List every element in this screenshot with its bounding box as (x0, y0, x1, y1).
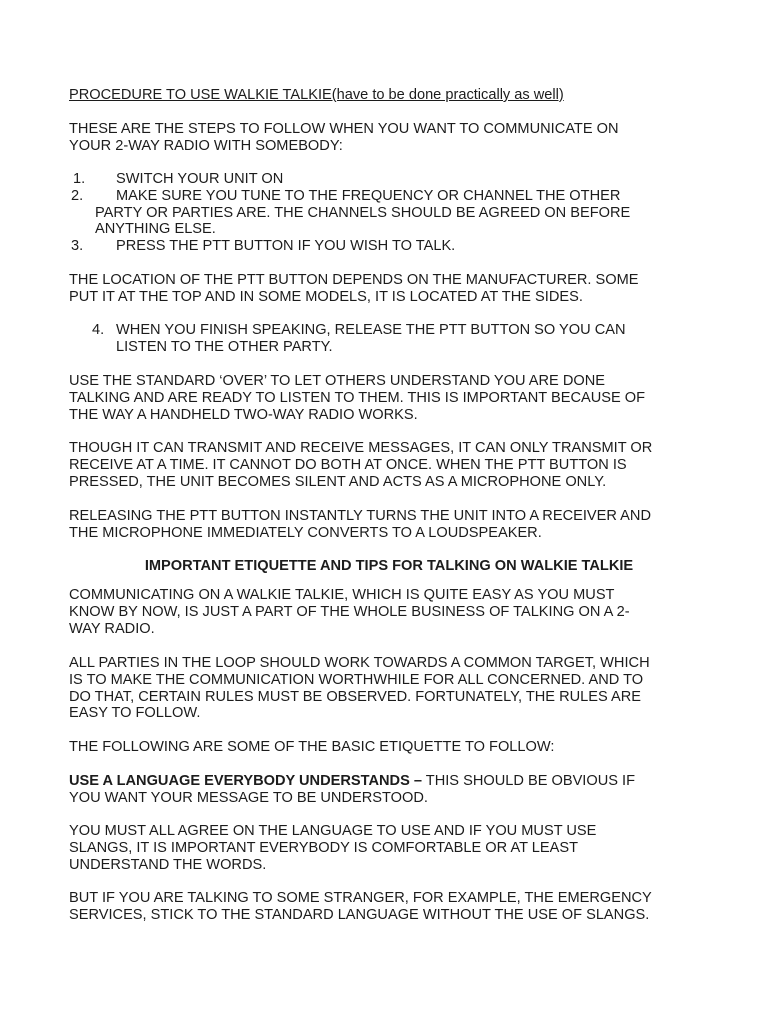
text-line (69, 773, 709, 790)
text-line: THESE ARE THE STEPS TO FOLLOW WHEN YOU WANT TO COMMUNICATE ON (69, 121, 619, 137)
list-item (69, 238, 709, 255)
text-line: MAKE SURE YOU TUNE TO THE FREQUENCY OR CHANNEL THE OTHER (116, 187, 621, 204)
text-line: ALL PARTIES IN THE LOOP SHOULD WORK TOWARDS A COMMON TARGET, WHICH (69, 655, 650, 671)
list-number: 4. (92, 322, 105, 338)
text-line: WHEN YOU FINISH SPEAKING, RELEASE THE PTT BUTTON SO YOU CAN (116, 322, 626, 338)
text-line: THE MICROPHONE IMMEDIATELY CONVERTS TO A LOUDSPEAKER. (69, 524, 542, 541)
document-title: PROCEDURE TO USE WALKIE TALKIE(have to be done practically as well) (69, 87, 564, 103)
text-line: EASY TO FOLLOW. (69, 705, 201, 722)
communicating-paragraph (69, 587, 709, 637)
step-list (69, 171, 709, 255)
text-line: YOU MUST ALL AGREE ON THE LANGUAGE TO USE AND IF YOU MUST USE (69, 823, 597, 839)
text-line: ANYTHING ELSE. (95, 221, 216, 238)
text-line: IS TO MAKE THE COMMUNICATION WORTHWHILE FOR ALL CONCERNED. AND TO (69, 671, 644, 688)
text-line: THE WAY A HANDHELD TWO-WAY RADIO WORKS. (69, 406, 418, 423)
text-line: SWITCH YOUR UNIT ON (116, 171, 284, 187)
text-line: LISTEN TO THE OTHER PARTY. (116, 338, 333, 355)
list-number: 2. (71, 187, 84, 204)
release-paragraph (69, 508, 709, 542)
list-number: 1. (73, 171, 86, 187)
text-line: YOU WANT YOUR MESSAGE TO BE UNDERSTOOD. (69, 789, 428, 806)
ptt-location-paragraph (69, 272, 709, 306)
text-line: RECEIVE AT A TIME. IT CANNOT DO BOTH AT ONCE. WHEN THE PTT BUTTON IS (69, 456, 627, 473)
text-line: THE FOLLOWING ARE SOME OF THE BASIC ETIQUETTE TO FOLLOW: (69, 739, 555, 755)
text-line: TALKING AND ARE READY TO LISTEN TO THEM. THIS IS IMPORTANT BECAUSE OF (69, 389, 646, 406)
text-line: PRESS THE PTT BUTTON IF YOU WISH TO TALK. (116, 238, 456, 255)
section-heading: IMPORTANT ETIQUETTE AND TIPS FOR TALKING ON WALKIE TALKIE (144, 558, 634, 574)
intro-paragraph (69, 121, 709, 155)
text-run: THIS SHOULD BE OBVIOUS IF (422, 773, 636, 789)
text-line: BUT IF YOU ARE TALKING TO SOME STRANGER, FOR EXAMPLE, THE EMERGENCY (69, 890, 652, 906)
text-line: SERVICES, STICK TO THE STANDARD LANGUAGE WITHOUT THE USE OF SLANGS. (69, 906, 650, 923)
text-line: YOUR 2-WAY RADIO WITH SOMEBODY: (69, 137, 343, 154)
language-paragraph (69, 773, 709, 807)
text-line: WAY RADIO. (69, 620, 155, 637)
text-line: DO THAT, CERTAIN RULES MUST BE OBSERVED. FORTUNATELY, THE RULES ARE (69, 688, 641, 705)
stranger-paragraph (69, 890, 709, 924)
transmit-paragraph (69, 440, 709, 490)
text-line: USE THE STANDARD ‘OVER’ TO LET OTHERS UNDERSTAND YOU ARE DONE (69, 373, 606, 389)
step-4 (69, 322, 709, 356)
text-line: COMMUNICATING ON A WALKIE TALKIE, WHICH IS QUITE EASY AS YOU MUST (69, 587, 615, 603)
bold-lead: USE A LANGUAGE EVERYBODY UNDERSTANDS – (69, 773, 422, 789)
parties-paragraph (69, 655, 709, 722)
text-line: RELEASING THE PTT BUTTON INSTANTLY TURNS THE UNIT INTO A RECEIVER AND (69, 508, 651, 524)
text-line: KNOW BY NOW, IS JUST A PART OF THE WHOLE BUSINESS OF TALKING ON A 2- (69, 603, 630, 620)
list-item (69, 188, 709, 238)
text-line: UNDERSTAND THE WORDS. (69, 856, 267, 873)
text-line: SLANGS, IT IS IMPORTANT EVERYBODY IS COMFORTABLE OR AT LEAST (69, 839, 579, 856)
list-item (69, 322, 709, 356)
text-line: PRESSED, THE UNIT BECOMES SILENT AND ACTS AS A MICROPHONE ONLY. (69, 473, 607, 490)
over-paragraph (69, 373, 709, 423)
text-line: THOUGH IT CAN TRANSMIT AND RECEIVE MESSAGES, IT CAN ONLY TRANSMIT OR (69, 440, 653, 456)
text-line: PUT IT AT THE TOP AND IN SOME MODELS, IT IS LOCATED AT THE SIDES. (69, 288, 583, 305)
text-line: PARTY OR PARTIES ARE. THE CHANNELS SHOULD BE AGREED ON BEFORE (95, 204, 631, 221)
agree-paragraph (69, 823, 709, 873)
list-item (69, 171, 709, 188)
list-number: 3. (71, 238, 84, 255)
following-paragraph (69, 739, 709, 756)
text-line: THE LOCATION OF THE PTT BUTTON DEPENDS ON THE MANUFACTURER. SOME (69, 272, 639, 288)
